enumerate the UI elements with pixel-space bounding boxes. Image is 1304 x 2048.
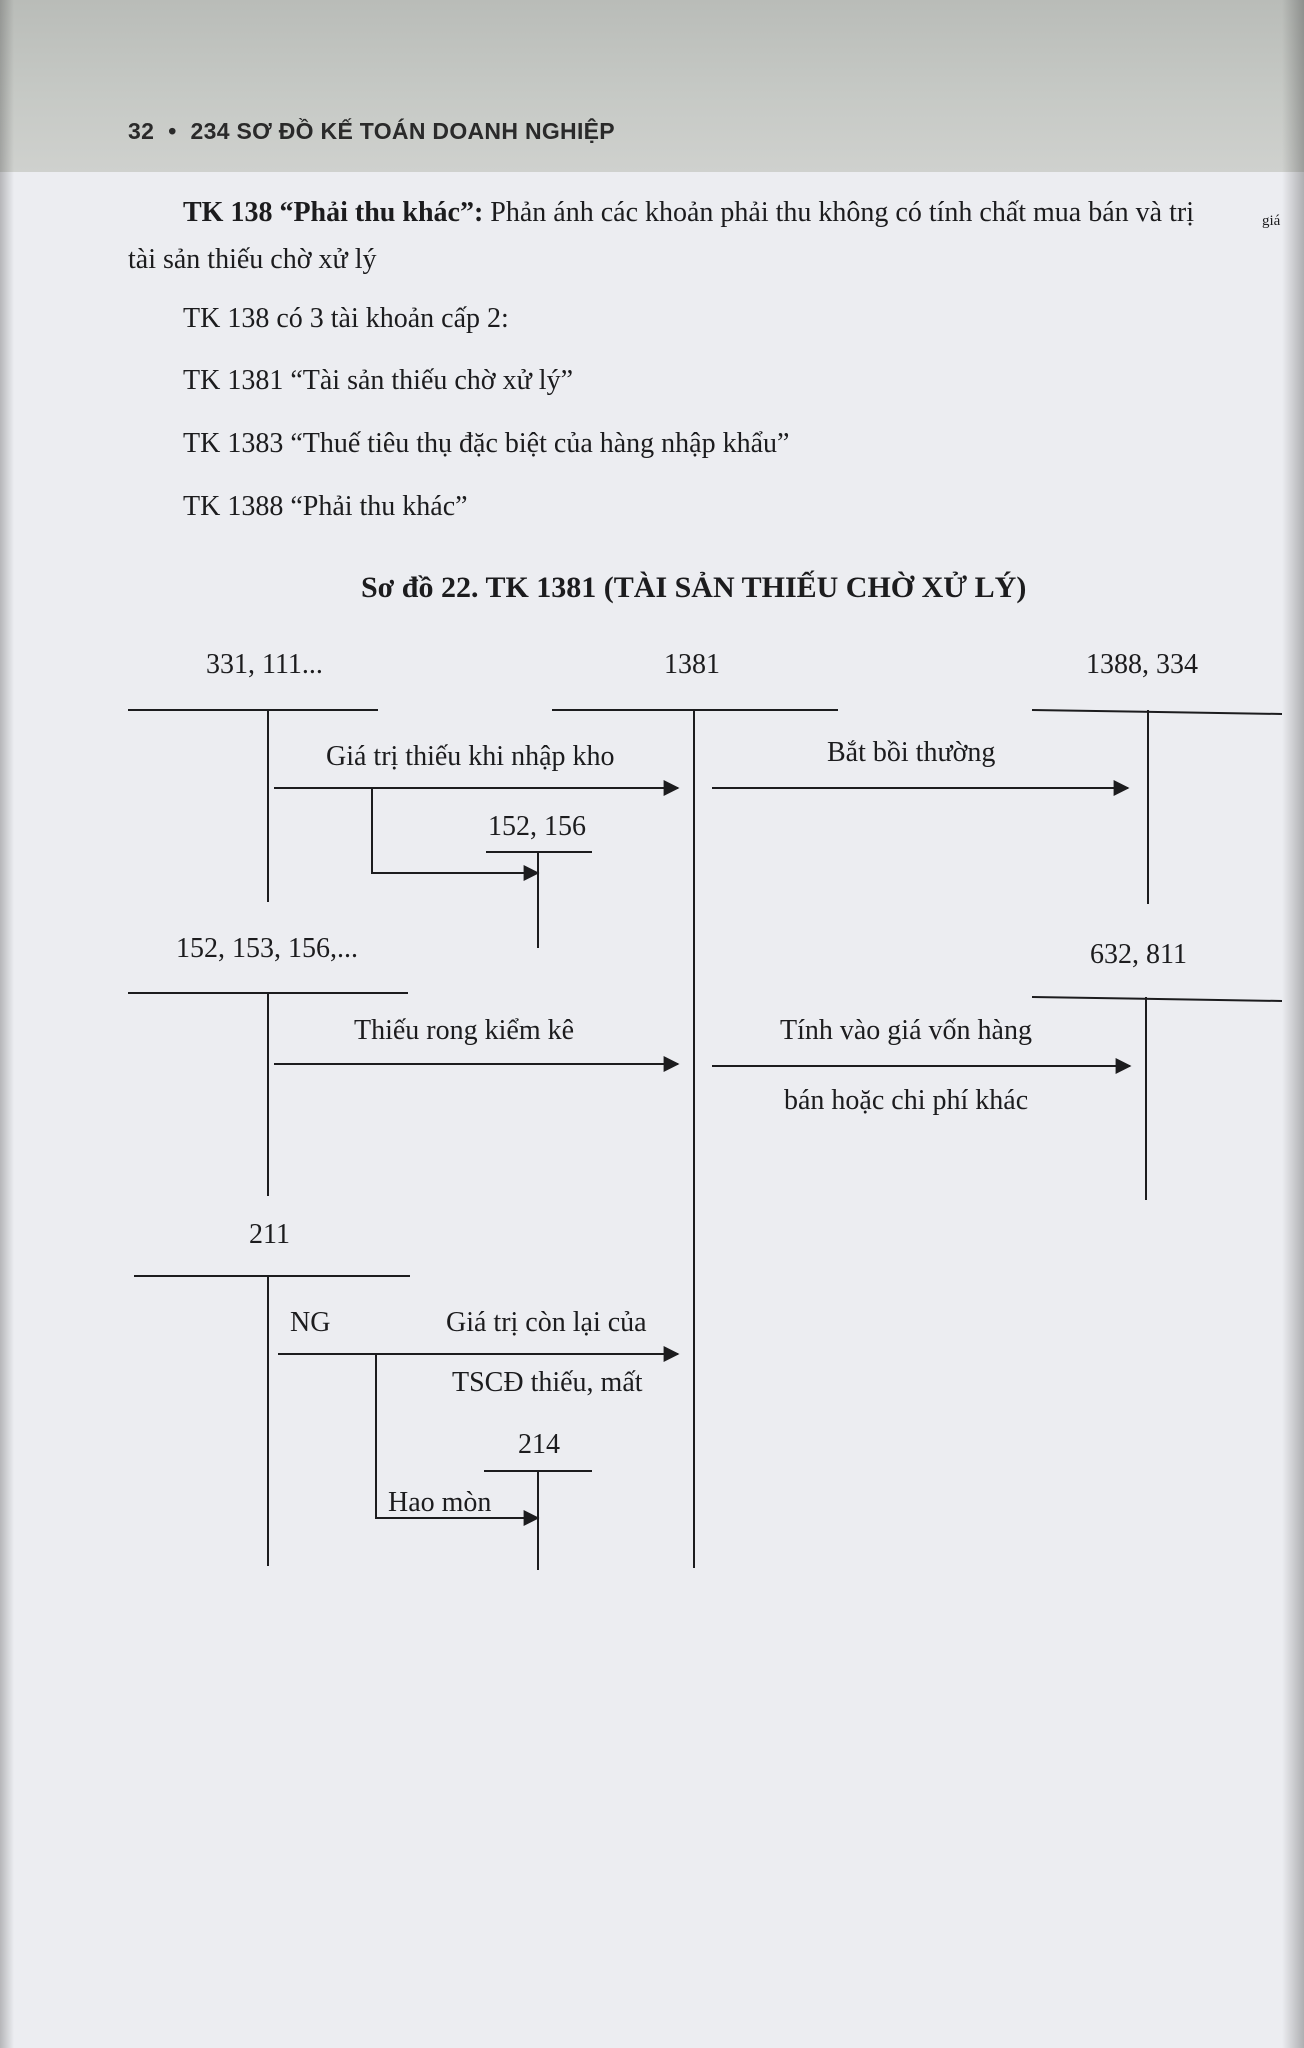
flow-label: Bắt bồi thường [827, 737, 996, 768]
intro-text: Phản ánh các khoản phải thu không có tính chất mua bán và trị [483, 197, 1194, 228]
account-label-331: 331, 111... [206, 649, 323, 680]
account-label-1388: 1388, 334 [1086, 649, 1198, 680]
intro-cut-off-text: giá [1262, 213, 1281, 229]
t-account-1388-top [1032, 710, 1282, 714]
flow-label: Hao mòn [388, 1487, 492, 1518]
account-label-214: 214 [518, 1429, 560, 1460]
intro-line-2: tài sản thiếu chờ xử lý [128, 244, 377, 275]
sub-account-item: TK 1381 “Tài sản thiếu chờ xử lý” [183, 365, 573, 396]
intro-label: TK 138 “Phải thu khác”: [183, 197, 484, 228]
flow-label: bán hoặc chi phí khác [784, 1085, 1029, 1116]
book-title: 234 SƠ ĐỒ KẾ TOÁN DOANH NGHIỆP [190, 118, 615, 144]
flow-label: Giá trị thiếu khi nhập kho [326, 741, 615, 772]
t-account-632-top [1032, 997, 1282, 1001]
sub-account-item: TK 1388 “Phải thu khác” [183, 491, 468, 522]
page-number: 32 [128, 118, 155, 144]
account-label-211: 211 [249, 1219, 290, 1250]
flow-label-ng: NG [290, 1307, 331, 1338]
diagram-title: Sơ đồ 22. TK 1381 (TÀI SẢN THIẾU CHỜ XỬ LÝ) [361, 571, 1027, 604]
flow-label: Tính vào giá vốn hàng [780, 1015, 1032, 1046]
flow-label: Giá trị còn lại của [446, 1307, 647, 1338]
account-label-1381: 1381 [664, 649, 720, 680]
flow-label: Thiếu rong kiểm kê [354, 1015, 575, 1046]
flow-label: TSCĐ thiếu, mất [452, 1367, 643, 1398]
account-label-632: 632, 811 [1090, 939, 1187, 970]
sub-accounts-intro: TK 138 có 3 tài khoản cấp 2: [183, 303, 509, 334]
separator-dot: • [168, 118, 177, 144]
account-label-152b: 152, 153, 156,... [176, 933, 358, 964]
sub-account-item: TK 1383 “Thuế tiêu thụ đặc biệt của hàng nhập khẩu” [183, 428, 790, 459]
account-label-152: 152, 156 [488, 811, 586, 842]
